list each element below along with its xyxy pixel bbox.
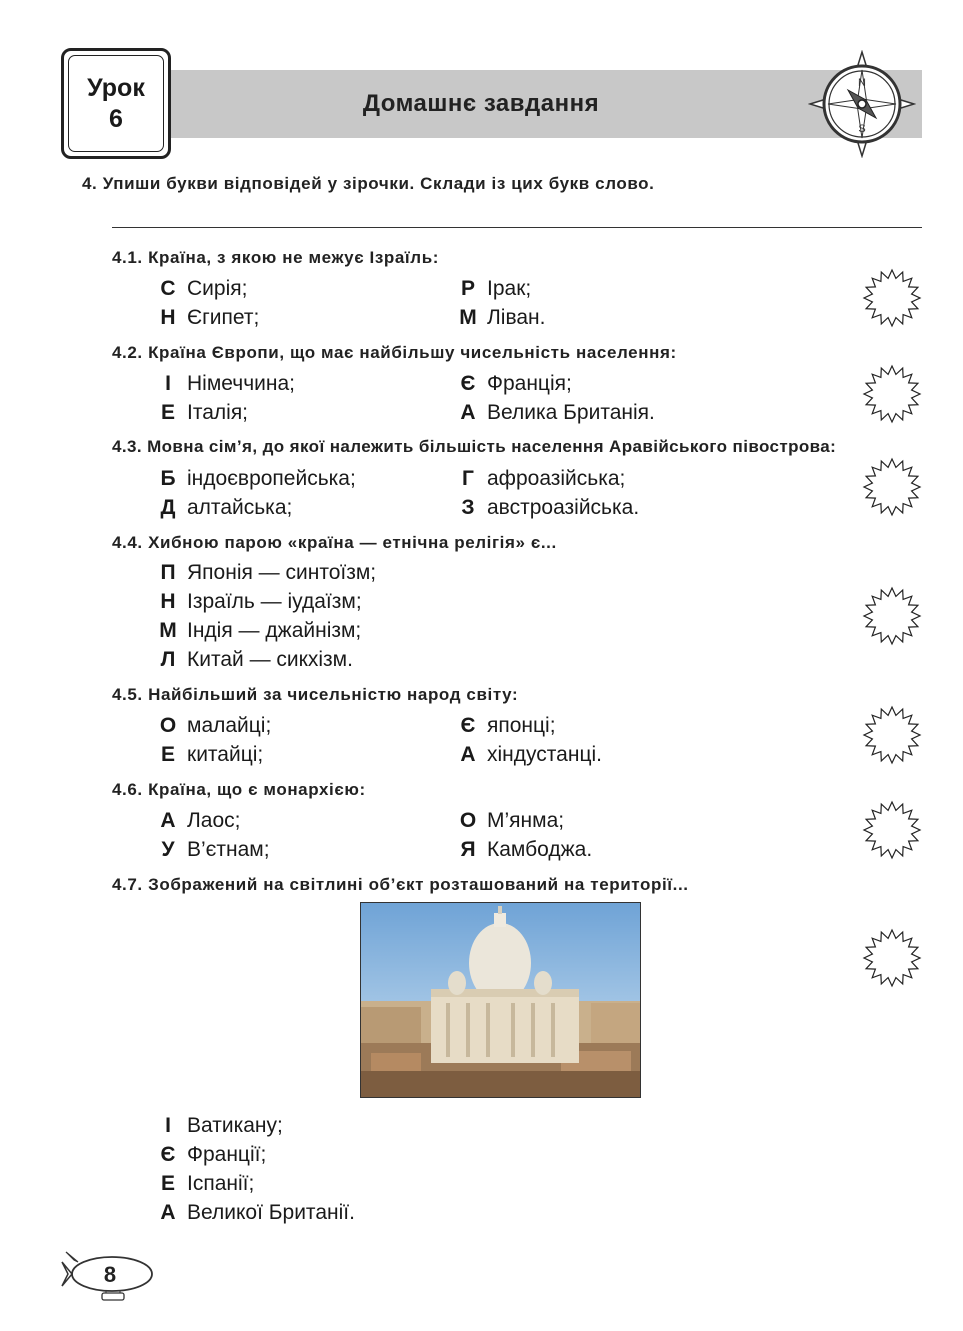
option xyxy=(149,618,361,643)
option-letter: Н xyxy=(160,306,176,329)
option-text: Франції; xyxy=(187,1143,267,1166)
option-text: Іспанії; xyxy=(187,1172,255,1195)
question-4-4: 4.4. Хибною парою «країна — етнічна релігія» є... xyxy=(112,533,557,552)
option-letter: А xyxy=(460,401,476,424)
option xyxy=(149,560,376,585)
option-letter: Е xyxy=(160,401,175,424)
option-text: В’єтнам; xyxy=(187,838,270,861)
option-letter: Л xyxy=(160,648,176,671)
answer-star-icon[interactable] xyxy=(862,364,922,424)
option-text: хіндустанці. xyxy=(487,743,602,766)
option-letter: І xyxy=(165,372,171,395)
task-title: 4. Упиши букви відповідей у зірочки. Склади із цих букв слово. xyxy=(82,174,655,193)
option-text: Камбоджа. xyxy=(487,838,593,861)
option-text: Франція; xyxy=(487,372,572,395)
option-text: М’янма; xyxy=(487,809,565,832)
option-text: Китай — сикхізм. xyxy=(187,648,353,671)
option-text: австроазійська. xyxy=(487,496,640,519)
option-letter: С xyxy=(160,277,176,300)
option-text: Індія — джайнізм; xyxy=(187,619,362,642)
option xyxy=(149,713,271,738)
option-letter: А xyxy=(160,809,176,832)
option-letter: О xyxy=(459,809,477,832)
option xyxy=(149,1113,283,1138)
option-letter: П xyxy=(160,561,176,584)
option-letter: Д xyxy=(160,496,176,519)
option-text: китайці; xyxy=(187,743,264,766)
option-letter: А xyxy=(160,1201,176,1224)
option-text: Ірак; xyxy=(487,277,532,300)
option xyxy=(149,837,270,862)
option-letter: Я xyxy=(460,838,476,861)
option-letter: І xyxy=(165,1114,171,1137)
question-4-7: 4.7. Зображений на світлині об’єкт розташований на території... xyxy=(112,875,689,894)
option-letter: Е xyxy=(160,743,175,766)
option xyxy=(449,808,564,833)
answer-star-icon[interactable] xyxy=(862,705,922,765)
option xyxy=(449,742,602,767)
option-letter: Н xyxy=(160,590,176,613)
page-title: Домашнє завдання xyxy=(362,90,600,117)
option xyxy=(449,371,572,396)
option-letter: А xyxy=(460,743,476,766)
option-letter: Б xyxy=(160,467,176,490)
option xyxy=(149,305,259,330)
option-letter: Г xyxy=(462,467,474,490)
answer-star-icon[interactable] xyxy=(862,457,922,517)
option xyxy=(149,647,353,672)
lesson-number: 6 xyxy=(109,104,123,133)
option-text: Лаос; xyxy=(187,809,241,832)
option-text: Сирія; xyxy=(187,277,248,300)
question-4-3: 4.3. Мовна сім’я, до якої належить більшість населення Аравійського півострова: xyxy=(112,437,837,456)
answer-star-icon[interactable] xyxy=(862,586,922,646)
option xyxy=(149,808,240,833)
option-text: Великої Британії. xyxy=(187,1201,355,1224)
option-letter: З xyxy=(461,496,475,519)
option-text: японці; xyxy=(487,714,556,737)
option xyxy=(149,589,362,614)
question-4-2: 4.2. Країна Європи, що має найбільшу чисельність населення: xyxy=(112,343,677,362)
answer-star-icon[interactable] xyxy=(862,928,922,988)
option xyxy=(149,371,295,396)
option-letter: Є xyxy=(460,714,476,737)
option xyxy=(149,1142,266,1167)
option-text: індоєвропейська; xyxy=(187,467,356,490)
question-4-5: 4.5. Найбільший за чисельністю народ світу: xyxy=(112,685,519,704)
option xyxy=(449,837,592,862)
option-text: Ватикану; xyxy=(187,1114,283,1137)
question-4-6: 4.6. Країна, що є монархією: xyxy=(112,780,366,799)
page-number: 8 xyxy=(103,1262,117,1287)
compass-south-letter: S xyxy=(858,123,866,135)
option-text: Велика Британія. xyxy=(487,401,655,424)
lesson-word: Урок xyxy=(87,73,145,102)
option-text: Японія — синтоїзм; xyxy=(187,561,377,584)
option-text: Італія; xyxy=(187,401,249,424)
option xyxy=(149,1171,254,1196)
option xyxy=(449,276,531,301)
option-text: афроазійська; xyxy=(487,467,626,490)
answer-star-icon[interactable] xyxy=(862,268,922,328)
option xyxy=(149,276,247,301)
answer-line[interactable] xyxy=(112,227,922,228)
option xyxy=(149,466,356,491)
option-text: Німеччина; xyxy=(187,372,295,395)
option-letter: О xyxy=(159,714,177,737)
option xyxy=(449,495,639,520)
option xyxy=(449,713,556,738)
st-peters-basilica-photo xyxy=(360,902,641,1098)
option-text: Ліван. xyxy=(487,306,546,329)
option xyxy=(449,466,625,491)
option xyxy=(149,1200,355,1225)
option-letter: Е xyxy=(160,1172,175,1195)
option-letter: У xyxy=(161,838,175,861)
lesson-badge xyxy=(61,48,171,159)
question-4-1: 4.1. Країна, з якою не межує Ізраїль: xyxy=(112,248,440,267)
option-text: Ізраїль — іудаїзм; xyxy=(187,590,362,613)
option-letter: Є xyxy=(160,1143,176,1166)
option xyxy=(449,305,545,330)
option xyxy=(149,495,292,520)
option xyxy=(149,742,263,767)
option-text: Єгипет; xyxy=(187,306,260,329)
option-letter: Р xyxy=(460,277,475,300)
option-letter: М xyxy=(459,306,477,329)
option xyxy=(149,400,248,425)
option-letter: М xyxy=(159,619,177,642)
option-text: алтайська; xyxy=(187,496,293,519)
answer-star-icon[interactable] xyxy=(862,800,922,860)
option-letter: Є xyxy=(460,372,476,395)
compass-north-letter: N xyxy=(858,77,866,89)
option xyxy=(449,400,655,425)
compass-icon xyxy=(808,50,916,158)
option-text: малайці; xyxy=(187,714,272,737)
